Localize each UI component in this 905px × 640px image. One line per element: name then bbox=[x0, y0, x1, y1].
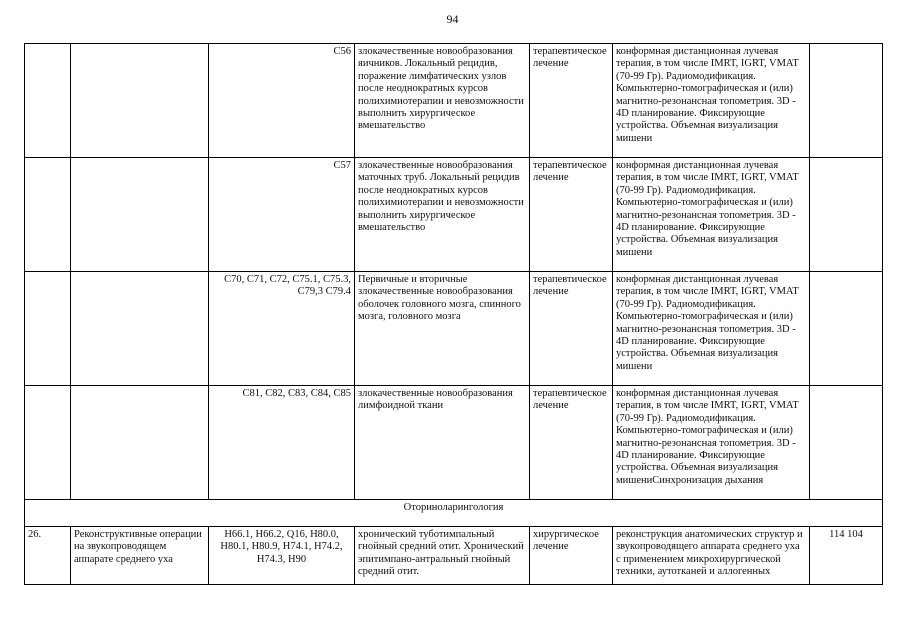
treatment-type-cell: терапевтическое лечение bbox=[530, 158, 613, 272]
table-row bbox=[25, 527, 883, 585]
treatment-type-cell: терапевтическое лечение bbox=[530, 272, 613, 386]
table-row bbox=[25, 272, 883, 386]
table-row bbox=[25, 158, 883, 272]
row-number-cell bbox=[25, 44, 71, 158]
icd-codes-cell: С70, С71, С72, С75.1, С75.3, С79,3 С79.4 bbox=[209, 272, 355, 386]
care-type-cell bbox=[71, 272, 209, 386]
icd-codes-cell: С57 bbox=[209, 158, 355, 272]
cost-cell bbox=[810, 272, 883, 386]
icd-codes-cell: С81, С82, С83, С84, С85 bbox=[209, 386, 355, 500]
cost-cell bbox=[810, 158, 883, 272]
care-type-cell bbox=[71, 158, 209, 272]
section-title: Оториноларингология bbox=[25, 500, 883, 527]
treatment-type-cell: терапевтическое лечение bbox=[530, 44, 613, 158]
cost-cell: 114 104 bbox=[810, 527, 883, 585]
care-type-cell: Реконструктивные операции на звукопроводящем аппарате среднего уха bbox=[71, 527, 209, 585]
treatment-method-cell: конформная дистанционная лучевая терапия, в том числе IMRT, IGRT, VMAT (70-99 Гр). Радиомодификация. Компьютерно-томографическая и (или) магнитно-резонансная топометрия. 3D - 4D планирование. Фиксирующие устройства. Объемная визуализация мишениСинхронизация дыхания bbox=[613, 386, 810, 500]
diagnosis-cell: Первичные и вторичные злокачественные новообразования оболочек головного мозга, спинного мозга, головного мозга bbox=[355, 272, 530, 386]
diagnosis-cell: хронический туботимпальный гнойный средний отит. Хронический эпитимпано-антральный гнойный средний отит. bbox=[355, 527, 530, 585]
diagnosis-cell: злокачественные новообразования маточных труб. Локальный рецидив после неоднократных курсов полихимиотерапии и невозможности выполнить хирургическое вмешательство bbox=[355, 158, 530, 272]
table-row bbox=[25, 44, 883, 158]
row-number-cell bbox=[25, 158, 71, 272]
row-number-cell: 26. bbox=[25, 527, 71, 585]
treatment-method-cell: реконструкция анатомических структур и звукопроводящего аппарата среднего уха с применением микрохирургической техники, аутотканей и аллогенных bbox=[613, 527, 810, 585]
diagnosis-cell: злокачественные новообразования яичников. Локальный рецидив, поражение лимфатических узлов после неоднократных курсов полихимиотерапии и невозможности выполнить хирургическое вмешательство bbox=[355, 44, 530, 158]
icd-codes-cell: С56 bbox=[209, 44, 355, 158]
section-header-row bbox=[25, 500, 883, 527]
treatment-method-cell: конформная дистанционная лучевая терапия, в том числе IMRT, IGRT, VMAT (70-99 Гр). Радиомодификация. Компьютерно-томографическая и (или) магнитно-резонансная топометрия. 3D - 4D планирование. Фиксирующие устройства. Объемная визуализация мишени bbox=[613, 158, 810, 272]
diagnosis-cell: злокачественные новообразования лимфоидной ткани bbox=[355, 386, 530, 500]
page-number: 94 bbox=[446, 12, 459, 26]
row-number-cell bbox=[25, 386, 71, 500]
cost-cell bbox=[810, 44, 883, 158]
care-type-cell bbox=[71, 386, 209, 500]
row-number-cell bbox=[25, 272, 71, 386]
medical-care-table bbox=[24, 43, 883, 585]
treatment-method-cell: конформная дистанционная лучевая терапия, в том числе IMRT, IGRT, VMAT (70-99 Гр). Радиомодификация. Компьютерно-томографическая и (или) магнитно-резонансная топометрия. 3D - 4D планирование. Фиксирующие устройства. Объемная визуализация мишени bbox=[613, 44, 810, 158]
treatment-type-cell: хирургическое лечение bbox=[530, 527, 613, 585]
treatment-type-cell: терапевтическое лечение bbox=[530, 386, 613, 500]
icd-codes-cell: H66.1, H66.2, Q16, H80.0, H80.1, H80.9, H74.1, H74.2, H74.3, H90 bbox=[209, 527, 355, 585]
cost-cell bbox=[810, 386, 883, 500]
care-type-cell bbox=[71, 44, 209, 158]
treatment-method-cell: конформная дистанционная лучевая терапия, в том числе IMRT, IGRT, VMAT (70-99 Гр). Радиомодификация. Компьютерно-томографическая и (или) магнитно-резонансная топометрия. 3D - 4D планирование. Фиксирующие устройства. Объемная визуализация мишени bbox=[613, 272, 810, 386]
table-row bbox=[25, 386, 883, 500]
